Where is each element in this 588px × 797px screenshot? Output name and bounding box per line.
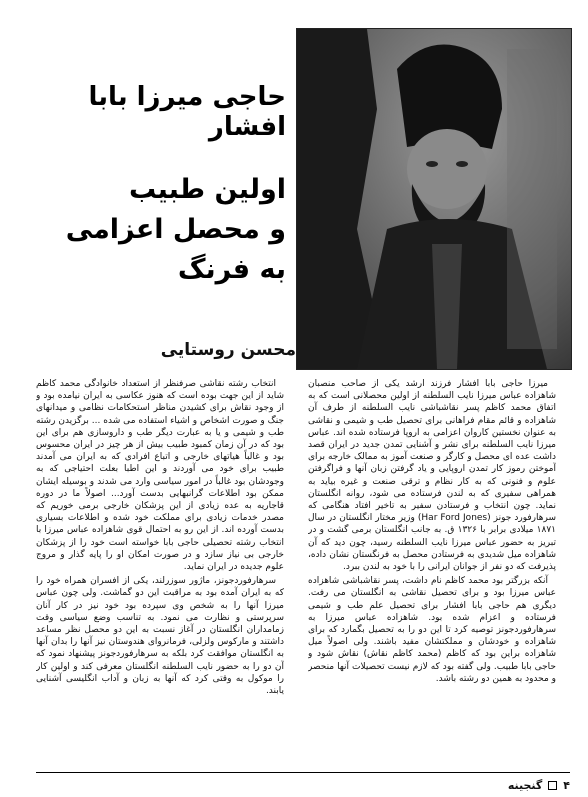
text-column-right [308,378,556,748]
text-column-left [36,378,284,748]
article-title: حاجی میرزا بابا افشار [88,82,286,142]
subtitle-line-3: به فرنگ [177,254,286,285]
page-footer [508,779,570,792]
paragraph: انتخاب رشته نقاشی صرفنظر از استعداد خانوادگی محمد کاظم شاید از این جهت بوده است که هنوز عکاسی به ایران نیامده بود و از وجود نقاش برای کشیدن مناظر استحکامات نظامی و میدانهای جنگ و صورت اشخاص و اشیاء استفاده می شده ... برگزیدن رشته طب و شیمی و یا به عبارت دیگر طب و داروسازی هم برای این بود که در آن زمان کمبود طبیب بیش از هر چیز در ایران محسوس بود و غالباً هیاتهای خارجی و اتباع افرادی که به ایران می آمدند طبیب برای خود می آوردند و این اطبا بعلت احتیاجی که به وجودشان بود غالباً در امور سیاسی وارد می شدند و بوسیله ایشان ممکن بود اطلاعات گرانبهایی بدست آورد... اصولاً ما در دوره قاجاریه به عده زیادی از این پزشکان خارجی برمی خوریم که مصدر خدمات زیادی برای مملکت خود شده و اطلاعات بسیاری بدست آورده اند. از این رو به احتمال قوی شاهزاده عباس میرزا با انتخاب رشته تحصیلی حاجی بابا خواسته است خود را از پزشکان خارجی بی نیاز سازد و در صورت امکان او را پایه گذار و مروج علوم جدیده در ایران نماید. [36,379,284,573]
paragraph: آنکه بزرگتر بود محمد کاظم نام داشت، پسر نقاشباشی شاهزاده عباس میرزا بود و برای تحصیل نقاشی به انگلستان می رفت. دیگری هم حاجی بابا افشار برای تحصیل علم طب و شیمی فرستاده و اعزام شده بود. شاهزاده عباس میرزا به سرهارفوردجونز توصیه کرد تا این دو را به تحصیل بگمارد که برای شاهزاده و خودشان و مملکتشان مفید باشند. ولی اصولاً میل شاهزاده براین بود که کاظم (محمد کاظم نقاش) نقاش شود و حاجی بابا طبیب. ولی گفته بود که لازم نیست تحصیلات آنها منحصر و محدود به همین دو رشته باشد. [308,576,556,684]
portrait-photo [296,28,572,370]
magazine-name: گنجینه [507,779,543,792]
paragraph: میرزا حاجی بابا افشار فرزند ارشد یکی از صاحب منصبان شاهزاده عباس میرزا نایب السلطنه از اولین محصلانی است که به اتفاق محمد کاظم پسر نقاشباشی نایب السلطنه از طرف آن شاهزاده و قائم مقام فراهانی برای تحصیل طب و شیمی و نقاشی به عنوان نخستین کاروان اعزامی به اروپا فرستاده شده اند. عباس میرزا نایب السلطنه برای نشر و آشنایی تمدن جدید در ایران قصد داشت عده ای محصل و کارگر و صنعت آموز به ممالک خارجه برای آموختن رموز کار تمدن اروپایی و یاد گرفتن زبان آنها و فراگرفتن علوم و فنونی که به کار نظام و ترقی صنعت و غیره بیاید به همراهی سفیری که به لندن فرستاده می شود، روانه انگلستان نماید. چون انتخاب و فرستادن سفیر به تاخیر افتاد هنگامی که سرهارفورد جونز (Har Ford Jones) وزیر مختار انگلستان در سال ۱۸۷۱ میلادی برابر با ۱۳۲۶ ق. به جانب انگلستان برمی گشت و در تبریز به حضور عباس میرزا نایب السلطنه رسید، چون دید که آن شاهزاده میل شدیدی به فرستادن محصل به فرنگستان نشان داده، پذیرفت که دو نفر از جوانان ایرانی را با خود به لندن ببرد. [308,379,556,573]
subtitle-line-2: و محصل اعزامی [65,214,286,245]
subtitle-line-1: اولین طبیب [129,174,286,205]
portrait-figure-icon [297,29,571,369]
paragraph: سرهارفوردجونز، ماژور سوزرلند، یکی از افسران همراه خود را که به ایران آمده بود به مراقبت این دو گماشت. ولی چون عباس میرزا آنها را به شخص وی سپرده بود خود نیز در کار آنان سرپرستی و نظارت می نمود. به تناسب وضع سیاسی وقت زمامداران انگلستان در آغاز نسبت به این دو محصل نظر مساعد داشتند و مارکوس ولزلی، فرمانروای هندوستان نیز آنها را بدان آنها به انگلستان موافقت کرد بلکه به سرهارفوردجونز پیشنهاد نمود که آن دو را به حضور نایب السلطنه انگلستان معرفی کند و اولین کار را موکول به وقتی کرد که آنها به زبان و آداب انگلیسی آشنایی یابند. [36,576,284,697]
article-subtitle [36,170,286,290]
footer-divider [36,772,570,773]
article-author: محسن روستایی [160,340,296,360]
square-bullet-icon [548,781,557,790]
page-number: ۴ [563,779,570,792]
